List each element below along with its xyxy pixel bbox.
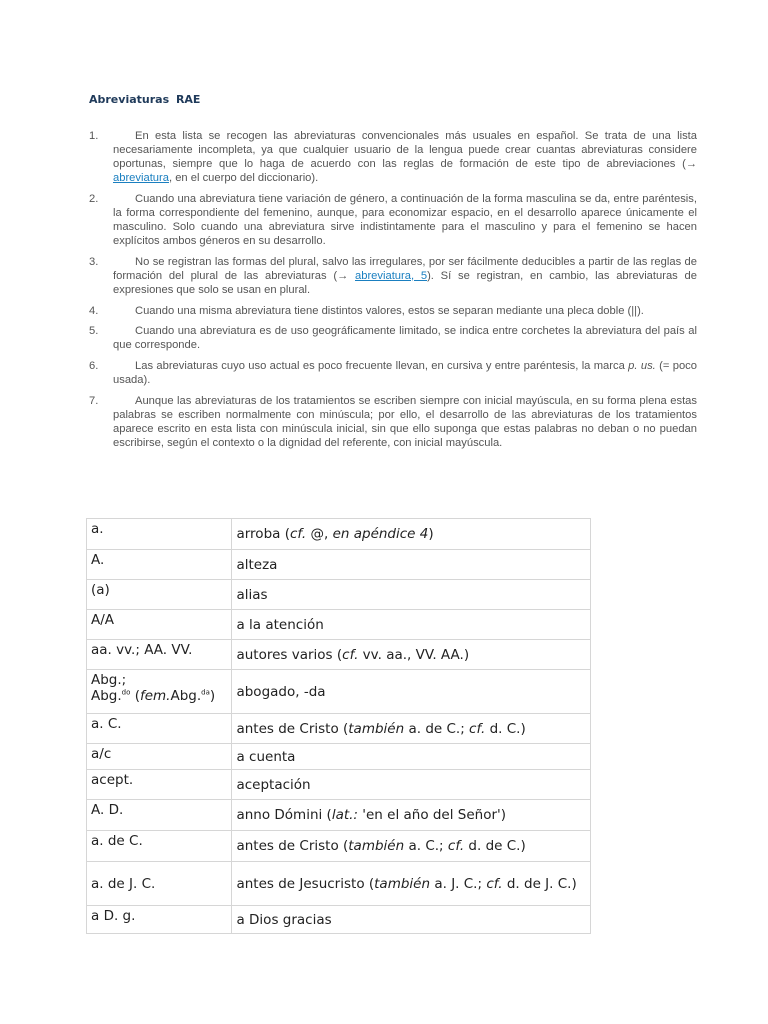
table-row [87,714,591,744]
meaning-text: alteza [236,556,278,573]
link-abreviatura[interactable]: abreviatura [113,172,169,185]
meaning-text: antes de Cristo ( [236,720,349,737]
abbreviation-cell [87,670,232,714]
abbreviation-cell: a/c [87,744,232,770]
meaning-text: ) [428,526,434,542]
meaning-italic: en apéndice 4 [332,526,429,542]
abbreviation-italic: fem. [139,688,171,704]
meaning-italic: también [348,720,405,737]
abbreviation-text: ( [130,688,140,704]
table-row [87,519,591,550]
note-number: 3. [89,255,99,268]
meaning-cell [232,744,591,770]
meaning-italic: cf. [289,526,307,542]
meaning-italic: también [348,838,405,854]
meaning-cell [232,610,591,640]
meaning-text: aceptación [236,776,311,793]
note-text: En esta lista se recogen las abreviaturas convencionales más usuales en español. Se trata de una lista necesariamente incompleta, ya que cualquier usuario de la lengua puede crear cuantas abreviaturas considere oportunas, siempre que lo haga de acuerdo con las reglas de formación de este tipo de abreviaciones (→ [113,130,697,171]
meaning-text: a. de C.; [404,720,470,737]
note-text: (= poco usada). [113,359,697,386]
abbreviation-text: Abg. [170,688,202,704]
note-emphasis: p. us. [628,359,656,372]
note-7 [89,394,697,450]
meaning-italic: cf. [486,875,503,892]
abbreviation-cell: (a) [87,580,232,610]
meaning-cell [232,831,591,862]
note-1 [89,129,697,185]
note-number: 7. [89,394,99,407]
meaning-cell [232,906,591,934]
abbreviation-cell: a D. g. [87,906,232,934]
note-number: 4. [89,304,99,317]
meaning-text: antes de Jesucristo ( [236,875,375,892]
table-row [87,640,591,670]
note-6 [89,359,697,387]
meaning-text: a cuenta [236,748,296,765]
note-text: Cuando una abreviatura es de uso geográficamente limitado, se indica entre corchetes la abreviatura del país al que corresponde. [113,325,697,352]
meaning-italic: cf. [469,720,486,737]
meaning-cell [232,862,591,906]
meaning-text: arroba ( [236,526,290,542]
table-row [87,831,591,862]
abbreviations-table [86,518,591,934]
link-abreviatura-5[interactable]: abreviatura, 5 [355,269,428,282]
abbreviation-cell: aa. vv.; AA. VV. [87,640,232,670]
meaning-cell [232,550,591,580]
note-text: , en el cuerpo del diccionario). [168,172,319,185]
table-row [87,770,591,800]
table-row [87,906,591,934]
note-number: 1. [89,130,99,142]
table-row [87,862,591,906]
note-text: Aunque las abreviaturas de los tratamientos se escriben siempre con inicial mayúscula, en su forma plena estas palabras se escriben normalmente con minúscula; por ello, el desarrollo de las abreviaturas de los tratamientos aparece escrito en esta lista con minúscula inicial, sin que ello suponga que estas palabras no deban o no puedan escribirse, según el contexto o la dignidad del referente, con inicial mayúscula. [113,394,697,449]
meaning-text: a. C.; [404,838,448,854]
table-row [87,610,591,640]
abbreviation-cell: A. [87,550,232,580]
table-row [87,800,591,831]
note-3 [89,255,697,297]
table-row [87,550,591,580]
meaning-text: d. C.) [485,720,526,737]
meaning-text: a. J. C.; [430,875,487,892]
superscript: da [201,688,210,697]
meaning-text: a la atención [236,616,324,633]
meaning-italic: lat.: [331,807,358,823]
notes-list [89,129,697,456]
abbreviation-text: Abg.; [91,672,127,688]
note-5 [89,324,697,352]
meaning-cell [232,670,591,714]
meaning-text: @, [306,526,333,542]
page-title: Abreviaturas RAE [89,93,201,106]
meaning-cell [232,519,591,550]
meaning-text: a Dios gracias [236,911,332,928]
meaning-cell [232,580,591,610]
note-number: 2. [89,192,99,205]
abbreviation-text: ) [209,688,216,704]
meaning-text: autores varios ( [236,646,343,663]
note-text: Cuando una misma abreviatura tiene distintos valores, estos se separan mediante una pleca doble (||). [135,304,644,317]
abbreviation-cell: A. D. [87,800,232,831]
abbreviation-cell: a. de C. [87,831,232,862]
meaning-text: d. de C.) [464,838,526,854]
abbreviation-cell: A/A [87,610,232,640]
note-2 [89,192,697,248]
abbreviation-cell: a. de J. C. [87,862,232,906]
note-text: Cuando una abreviatura tiene variación de género, a continuación de la forma masculina se da, entre paréntesis, la forma correspondiente del femenino, aunque, para economizar espacio, en el desarrollo aparece únicamente el masculino. Solo cuando una abreviatura sirve indistintamente para el masculino y para el femenino se hacen explícitos ambos géneros en su desarrollo. [113,192,697,248]
note-4 [89,304,697,318]
meaning-text: abogado, -da [236,683,326,700]
abbreviation-cell: acept. [87,770,232,800]
meaning-text: anno Dómini ( [236,807,332,823]
meaning-text: vv. aa., VV. AA.) [358,646,470,663]
table-row [87,670,591,714]
meaning-text: d. de J. C.) [502,875,577,892]
meaning-italic: también [374,875,431,892]
meaning-cell [232,800,591,831]
table-row [87,744,591,770]
note-number: 6. [89,359,99,372]
meaning-text: alias [236,586,268,603]
note-number: 5. [89,325,99,338]
meaning-text: antes de Cristo ( [236,838,349,854]
meaning-italic: cf. [447,838,465,854]
abbreviation-cell: a. C. [87,714,232,744]
note-text: ). Sí se registran, en cambio, las abreviaturas de expresiones que solo se usan en plural. [113,269,697,296]
superscript: do [121,688,131,697]
note-text: Las abreviaturas cuyo uso actual es poco frecuente llevan, en cursiva y entre paréntesis, la marca [135,359,629,372]
meaning-cell [232,714,591,744]
abbreviation-text: Abg. [91,688,122,704]
note-text: No se registran las formas del plural, salvo las irregulares, por ser fácilmente deducibles a partir de las reglas de formación del plural de las abreviaturas (→ [113,255,697,282]
meaning-cell [232,770,591,800]
meaning-text: 'en el año del Señor') [357,807,507,823]
table-row [87,580,591,610]
abbreviation-cell: a. [87,519,232,550]
meaning-italic: cf. [342,646,359,663]
meaning-cell [232,640,591,670]
